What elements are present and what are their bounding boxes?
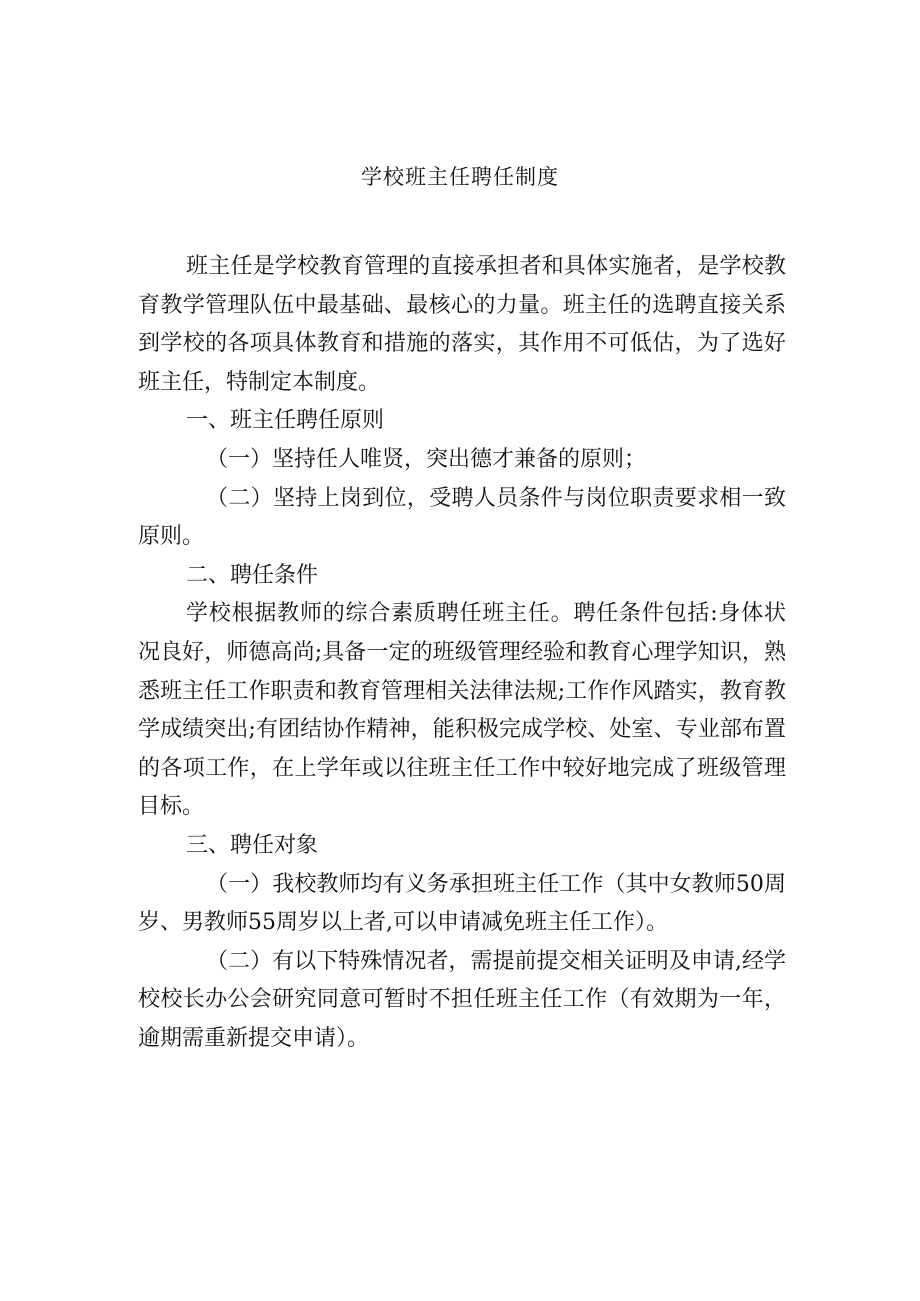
paragraph-intro: 班主任是学校教育管理的直接承担者和具体实施者，是学校教育教学管理队伍中最基础、最核心的力量。班主任的选聘直接关系到学校的各项具体教育和措施的落实，其作用不可低估，为了选好班主任，特制定本制度。 bbox=[138, 254, 786, 395]
principle-item-1: （一）坚持任人唯贤，突出德才兼备的原则； bbox=[206, 446, 647, 472]
target-item-1: （一）我校教师均有义务承担班主任工作（其中女教师50周岁、男教师55周岁以上者,可以申请减免班主任工作）。 bbox=[138, 871, 786, 936]
target-item-2: （二）有以下特殊情况者，需提前提交相关证明及申请,经学校校长办公会研究同意可暂时不担任班主任工作（有效期为一年，逾期需重新提交申请）。 bbox=[138, 948, 786, 1051]
document-title: 学校班主任聘任制度 bbox=[361, 165, 559, 189]
section-heading-targets: 三、聘任对象 bbox=[186, 832, 319, 858]
document-body bbox=[138, 248, 786, 1058]
section-heading-conditions: 二、聘任条件 bbox=[186, 562, 319, 588]
principle-item-2: （二）坚持上岗到位，受聘人员条件与岗位职责要求相一致原则。 bbox=[138, 485, 786, 550]
paragraph-conditions: 学校根据教师的综合素质聘任班主任。聘任条件包括:身体状况良好，师德高尚;具备一定的班级管理经验和教育心理学知识，熟悉班主任工作职责和教育管理相关法律法规;工作作风踏实，教育教学成绩突出;有团结协作精神，能积极完成学校、处室、专业部布置的各项工作，在上学年或以往班主任工作中较好地完成了班级管理目标。 bbox=[138, 601, 786, 820]
section-heading-principles: 一、班主任聘任原则 bbox=[186, 408, 385, 434]
